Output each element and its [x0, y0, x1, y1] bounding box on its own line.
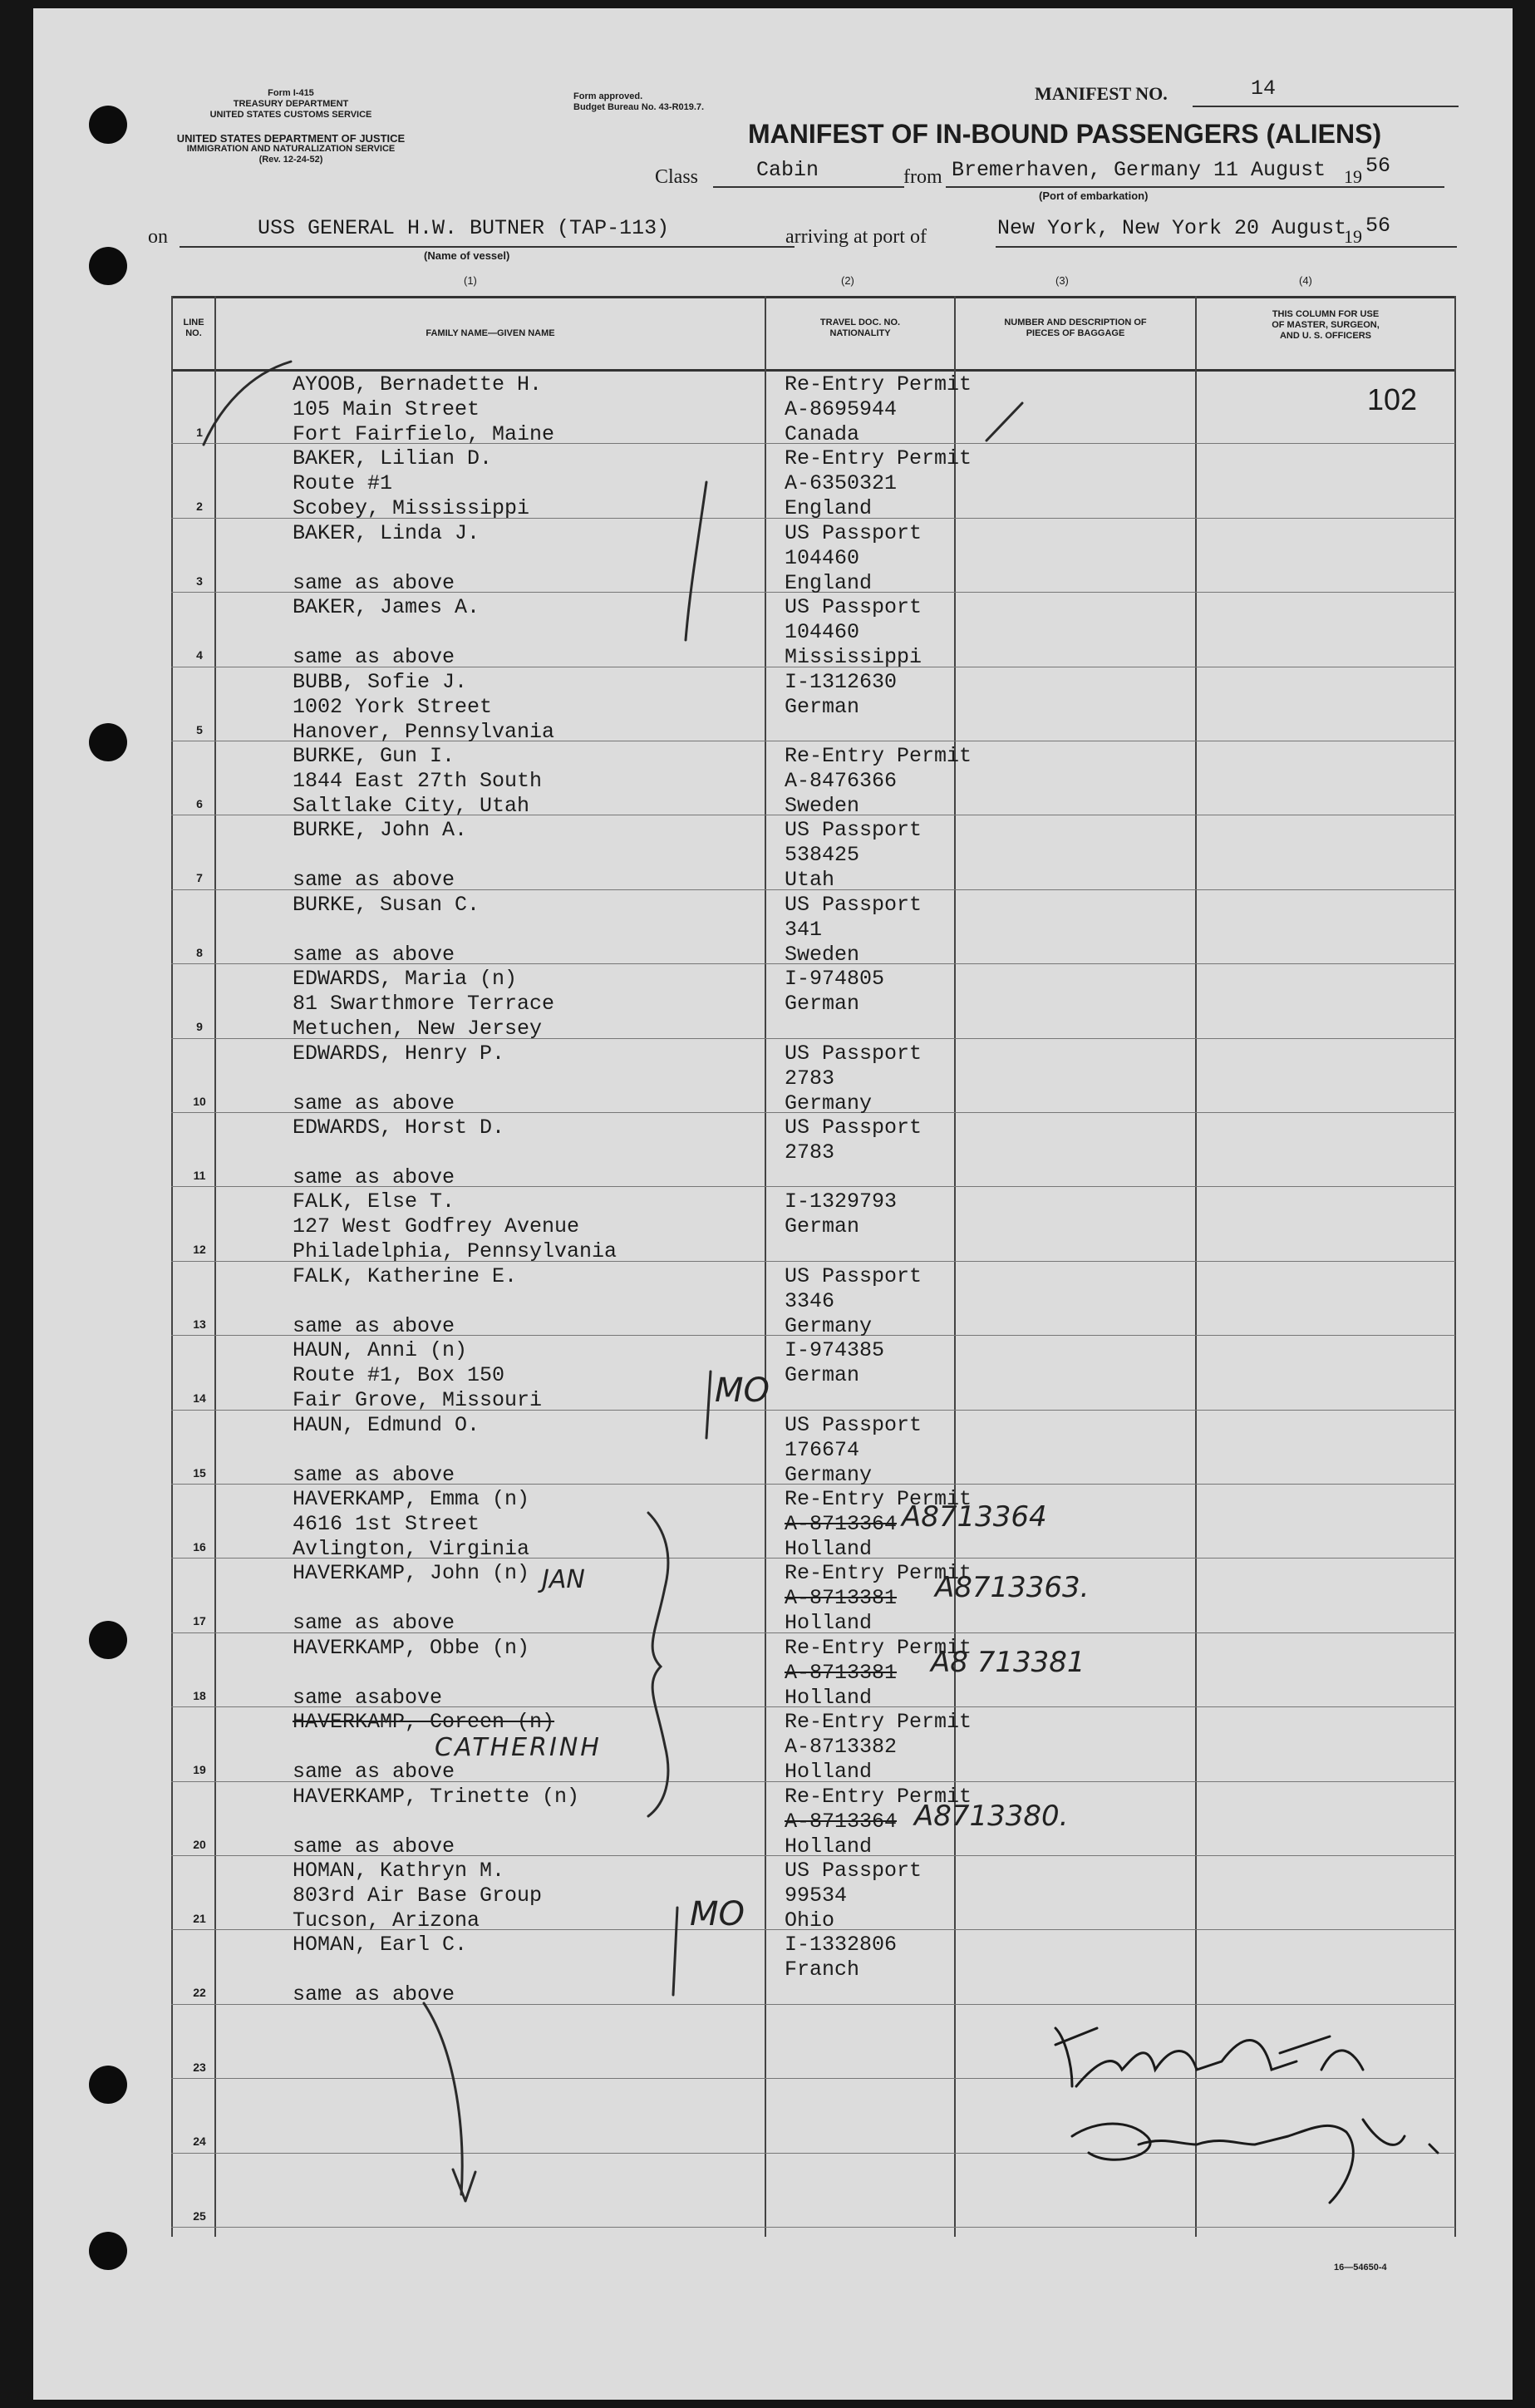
- passenger-name-line: same as above: [293, 1313, 455, 1338]
- line-number: 10: [193, 1094, 206, 1108]
- line-number: 21: [193, 1912, 206, 1925]
- travel-doc-line: Germany: [785, 1462, 873, 1487]
- passenger-name-line: EDWARDS, Henry P.: [293, 1041, 505, 1066]
- passenger-name-line: Metuchen, New Jersey: [293, 1017, 543, 1041]
- passenger-name-line: HAUN, Edmund O.: [293, 1412, 480, 1437]
- travel-doc-line: German: [785, 694, 860, 719]
- passenger-name-line: same as above: [293, 645, 455, 670]
- travel-doc-line: A-8713364: [785, 1512, 898, 1536]
- dept-line: IMMIGRATION AND NATURALIZATION SERVICE: [186, 144, 396, 154]
- line-number: 8: [196, 945, 203, 959]
- travel-doc-line: US Passport: [785, 520, 922, 545]
- line-number: 18: [193, 1688, 206, 1702]
- header-text: LINE: [183, 318, 204, 327]
- travel-doc-line: Franch: [785, 1957, 860, 1982]
- travel-doc-line: Utah: [785, 868, 835, 893]
- passenger-name-line: same as above: [293, 1834, 455, 1859]
- passenger-name-line: AYOOB, Bernadette H.: [293, 372, 543, 396]
- passenger-name-line: Fair Grove, Missouri: [293, 1388, 543, 1413]
- passenger-name-line: HAVERKAMP, Obbe (n): [293, 1635, 530, 1660]
- arriving-year-prefix: 19: [1344, 226, 1362, 247]
- travel-doc-line: Mississippi: [785, 645, 922, 670]
- travel-doc-line: Sweden: [785, 794, 860, 818]
- line-number: 5: [196, 722, 203, 736]
- passenger-name-line: Saltlake City, Utah: [293, 794, 530, 818]
- travel-doc-line: Re-Entry Permit: [785, 1487, 972, 1511]
- header-name: FAMILY NAME—GIVEN NAME: [426, 328, 555, 338]
- brace-mark: [648, 1513, 668, 1816]
- travel-doc-line: Ohio: [785, 1908, 835, 1933]
- col-num-1: (1): [464, 274, 477, 287]
- travel-doc-line: A-8695944: [785, 397, 898, 421]
- travel-doc-line: I-1329793: [785, 1189, 898, 1214]
- from-year: 56: [1365, 154, 1391, 178]
- passenger-name-line: same as above: [293, 570, 455, 595]
- travel-doc-line: 341: [785, 917, 823, 942]
- form-line: Form I-415: [268, 88, 314, 98]
- class-label: Class: [655, 166, 699, 188]
- travel-doc-line: I-1312630: [785, 669, 898, 694]
- line-number: 23: [193, 2060, 206, 2074]
- passenger-name-line: 81 Swarthmore Terrace: [293, 992, 555, 1017]
- page-number: 102: [1367, 382, 1418, 416]
- passenger-name-line: BUBB, Sofie J.: [293, 669, 468, 694]
- travel-doc-line: England: [785, 496, 873, 521]
- passenger-name-line: Scobey, Mississippi: [293, 496, 530, 521]
- passenger-name-line: 4616 1st Street: [293, 1512, 480, 1536]
- line-number: 6: [196, 797, 203, 810]
- line-number: 4: [196, 648, 203, 662]
- dept-line: (Rev. 12-24-52): [258, 155, 323, 165]
- header-text: PIECES OF BAGGAGE: [1026, 328, 1125, 338]
- approval-line: Budget Bureau No. 43-R019.7.: [573, 102, 705, 112]
- passenger-name-line: same as above: [293, 868, 455, 893]
- line-number: 2: [196, 500, 203, 514]
- travel-doc-line: Germany: [785, 1313, 873, 1338]
- passenger-name-line: Route #1, Box 150: [293, 1363, 505, 1388]
- travel-doc-line: 104460: [785, 545, 860, 570]
- passenger-name-line: Fort Fairfielo, Maine: [293, 422, 555, 446]
- form-line: UNITED STATES CUSTOMS SERVICE: [209, 110, 372, 120]
- dept-line: UNITED STATES DEPARTMENT OF JUSTICE: [176, 132, 406, 145]
- manifest-sheet: [33, 8, 1513, 2400]
- passenger-name-line: Avlington, Virginia: [293, 1537, 530, 1561]
- passenger-name-line: same as above: [293, 942, 455, 967]
- travel-doc-line: Holland: [785, 1685, 873, 1710]
- port-embarkation-caption: (Port of embarkation): [1039, 190, 1149, 202]
- line-number: 15: [193, 1465, 206, 1480]
- passenger-name-line: BURKE, Susan C.: [293, 892, 480, 917]
- passenger-name-line: 105 Main Street: [293, 397, 480, 421]
- travel-doc-line: A-8476366: [785, 769, 898, 793]
- arriving-port: New York, New York 20 August: [997, 216, 1347, 240]
- manifest-number: 14: [1251, 76, 1277, 101]
- travel-doc-line: Sweden: [785, 942, 860, 967]
- col-num-4: (4): [1299, 274, 1312, 287]
- passenger-name-line: HOMAN, Earl C.: [293, 1933, 468, 1957]
- passenger-name-line: BAKER, James A.: [293, 595, 480, 620]
- pencil-stroke: [424, 2003, 462, 2194]
- manifest-title: MANIFEST OF IN-BOUND PASSENGERS (ALIENS): [748, 119, 1382, 149]
- passenger-name-line: HOMAN, Kathryn M.: [293, 1859, 505, 1883]
- from-value: Bremerhaven, Germany 11 August: [952, 158, 1326, 182]
- line-number: 22: [193, 1986, 206, 2000]
- line-number: 20: [193, 1837, 206, 1851]
- travel-doc-line: German: [785, 1214, 860, 1239]
- travel-doc-line: A-8713382: [785, 1735, 898, 1760]
- travel-doc-line: Re-Entry Permit: [785, 372, 972, 396]
- travel-doc-line: 104460: [785, 620, 860, 645]
- travel-doc-line: Germany: [785, 1091, 873, 1115]
- passenger-name-line: HAUN, Anni (n): [293, 1338, 468, 1363]
- header-text: NUMBER AND DESCRIPTION OF: [1004, 318, 1147, 327]
- header-text: NATIONALITY: [829, 328, 891, 338]
- travel-doc-line: 176674: [785, 1437, 860, 1462]
- passenger-name-line: BAKER, Lilian D.: [293, 446, 493, 471]
- vessel-name: USS GENERAL H.W. BUTNER (TAP-113): [258, 216, 670, 240]
- passenger-name-line: FALK, Katherine E.: [293, 1263, 518, 1288]
- line-number: 17: [193, 1614, 206, 1628]
- passenger-name-line: FALK, Else T.: [293, 1189, 455, 1214]
- passenger-name-line: 1002 York Street: [293, 694, 493, 719]
- handwritten-name-correction: CATHERINH: [435, 1733, 602, 1762]
- travel-doc-line: A-8713364: [785, 1809, 898, 1834]
- travel-doc-line: 2783: [785, 1140, 835, 1165]
- passenger-name-line: HAVERKAMP, John (n): [293, 1561, 530, 1586]
- travel-doc-line: US Passport: [785, 1115, 922, 1140]
- travel-doc-line: Re-Entry Permit: [785, 744, 972, 768]
- line-number: 25: [193, 2209, 206, 2223]
- vessel-caption: (Name of vessel): [424, 249, 510, 262]
- pencil-stroke: [686, 482, 706, 640]
- line-number: 12: [193, 1243, 206, 1257]
- header-text: TRAVEL DOC. NO.: [819, 318, 901, 327]
- passenger-name-line: 1844 East 27th South: [293, 769, 543, 793]
- passenger-name-line: HAVERKAMP, Emma (n): [293, 1487, 530, 1511]
- passenger-name-line: Philadelphia, Pennsylvania: [293, 1239, 617, 1264]
- arriving-year: 56: [1365, 214, 1391, 238]
- on-label: on: [148, 226, 168, 248]
- travel-doc-line: 2783: [785, 1066, 835, 1091]
- form-line: TREASURY DEPARTMENT: [233, 99, 349, 109]
- passenger-name-line: EDWARDS, Maria (n): [293, 967, 518, 992]
- passenger-name-line: same asabove: [293, 1685, 443, 1710]
- travel-doc-line: German: [785, 1363, 860, 1388]
- arriving-label: arriving at port of: [785, 226, 927, 248]
- passenger-name-line: same as above: [293, 1165, 455, 1189]
- handwritten-doc-correction: A8713380.: [914, 1800, 1069, 1833]
- travel-doc-line: US Passport: [785, 595, 922, 620]
- travel-doc-line: Holland: [785, 1834, 873, 1859]
- passenger-name-line: same as above: [293, 1091, 455, 1115]
- line-number: 1: [196, 426, 203, 439]
- travel-doc-line: I-974805: [785, 967, 885, 992]
- travel-doc-line: Holland: [785, 1760, 873, 1785]
- handwritten-name-correction: JAN: [542, 1565, 585, 1594]
- line-number: 24: [193, 2135, 206, 2149]
- passenger-name-line: BURKE, John A.: [293, 818, 468, 843]
- travel-doc-line: Holland: [785, 1537, 873, 1561]
- passenger-name-line: HAVERKAMP, Coreen (n): [293, 1710, 555, 1735]
- header-text: OF MASTER, SURGEON,: [1272, 320, 1380, 330]
- pencil-stroke: [673, 1908, 677, 1995]
- travel-doc-line: US Passport: [785, 892, 922, 917]
- line-number: 7: [196, 871, 203, 885]
- travel-doc-line: Re-Entry Permit: [785, 446, 972, 471]
- travel-doc-line: Re-Entry Permit: [785, 1784, 972, 1809]
- travel-doc-line: A-8713381: [785, 1586, 898, 1611]
- col-num-3: (3): [1055, 274, 1069, 287]
- from-year-prefix: 19: [1344, 166, 1362, 187]
- travel-doc-line: 99534: [785, 1884, 848, 1908]
- handwritten-doc-correction: A8713364: [902, 1500, 1047, 1534]
- passenger-name-line: same as above: [293, 1611, 455, 1636]
- line-number: 9: [196, 1020, 203, 1034]
- passenger-name-line: 803rd Air Base Group: [293, 1884, 543, 1908]
- passenger-name-line: EDWARDS, Horst D.: [293, 1115, 505, 1140]
- line-number: 19: [193, 1763, 206, 1777]
- travel-doc-line: US Passport: [785, 1263, 922, 1288]
- travel-doc-line: I-1332806: [785, 1933, 898, 1957]
- travel-doc-line: I-974385: [785, 1338, 885, 1363]
- handwritten-mo-note: MO: [690, 1895, 745, 1933]
- passenger-name-line: Tucson, Arizona: [293, 1908, 480, 1933]
- check-mark: [986, 403, 1022, 441]
- line-number: 3: [196, 574, 203, 588]
- footer-code: 16—54650-4: [1334, 2263, 1387, 2273]
- header-text: THIS COLUMN FOR USE: [1272, 309, 1380, 319]
- passenger-name-line: same as above: [293, 1982, 455, 2007]
- line-number: 14: [193, 1391, 206, 1406]
- travel-doc-line: US Passport: [785, 818, 922, 843]
- travel-doc-line: 3346: [785, 1288, 835, 1313]
- travel-doc-line: A-6350321: [785, 471, 898, 496]
- travel-doc-line: US Passport: [785, 1859, 922, 1883]
- handwritten-doc-correction: A8 713381: [931, 1646, 1085, 1679]
- approval-line: Form approved.: [573, 91, 643, 101]
- passenger-name-line: 127 West Godfrey Avenue: [293, 1214, 580, 1239]
- passenger-name-line: same as above: [293, 1462, 455, 1487]
- travel-doc-line: Re-Entry Permit: [785, 1710, 972, 1735]
- class-value: Cabin: [756, 158, 819, 182]
- travel-doc-line: Re-Entry Permit: [785, 1635, 972, 1660]
- check-mark: [204, 362, 291, 445]
- handwritten-mo-note: MO: [715, 1371, 770, 1410]
- line-number: 13: [193, 1317, 206, 1331]
- pencil-marks: [33, 8, 1513, 2400]
- from-label: from: [903, 166, 942, 188]
- col-num-2: (2): [841, 274, 854, 287]
- signature-graphic: [1055, 2028, 1438, 2203]
- travel-doc-line: A-8713381: [785, 1660, 898, 1685]
- travel-doc-line: 538425: [785, 843, 860, 868]
- passenger-name-line: Hanover, Pennsylvania: [293, 719, 555, 744]
- header-text: NO.: [185, 328, 202, 338]
- passenger-name-line: Route #1: [293, 471, 393, 496]
- handwritten-doc-correction: A8713363.: [935, 1571, 1090, 1604]
- passenger-name-line: BURKE, Gun I.: [293, 744, 455, 768]
- pencil-stroke: [706, 1371, 711, 1438]
- line-number: 11: [193, 1169, 206, 1182]
- passenger-name-line: same as above: [293, 1760, 455, 1785]
- travel-doc-line: Re-Entry Permit: [785, 1561, 972, 1586]
- travel-doc-line: US Passport: [785, 1412, 922, 1437]
- travel-doc-line: US Passport: [785, 1041, 922, 1066]
- travel-doc-line: Canada: [785, 422, 860, 446]
- passenger-name-line: BAKER, Linda J.: [293, 520, 480, 545]
- arrow-head: [453, 2169, 475, 2201]
- header-text: AND U. S. OFFICERS: [1279, 331, 1371, 341]
- manifest-label: MANIFEST NO.: [1035, 83, 1168, 104]
- travel-doc-line: German: [785, 992, 860, 1017]
- travel-doc-line: Holland: [785, 1611, 873, 1636]
- travel-doc-line: England: [785, 570, 873, 595]
- passenger-name-line: HAVERKAMP, Trinette (n): [293, 1784, 580, 1809]
- line-number: 16: [193, 1540, 206, 1554]
